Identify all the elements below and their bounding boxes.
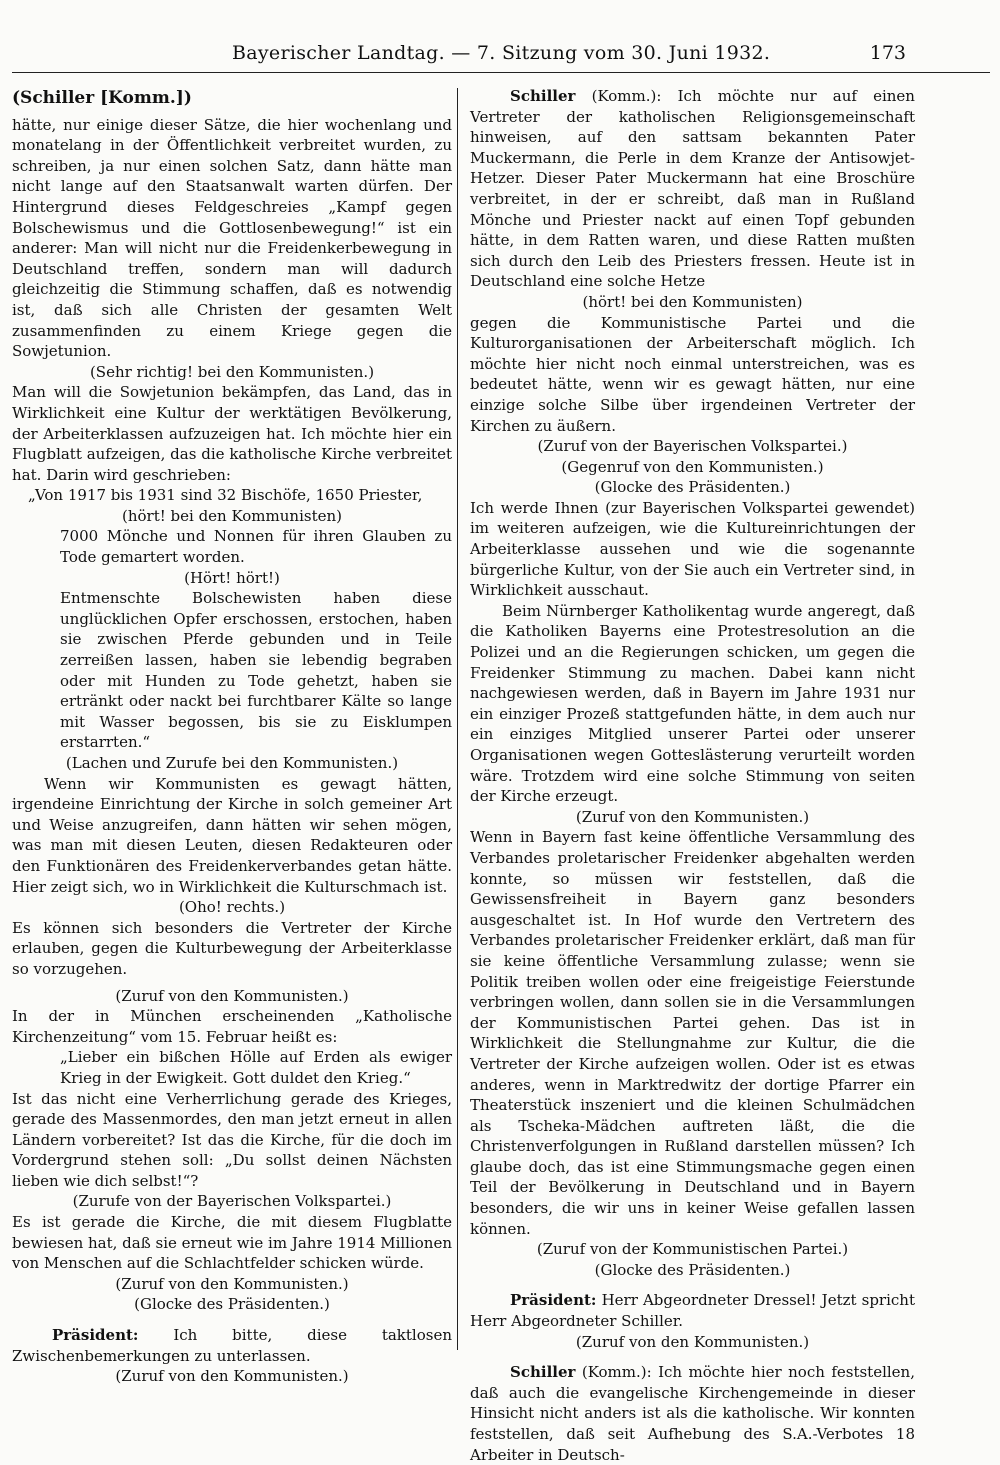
paragraph: Es ist gerade die Kirche, die mit diesem Flugblatte bewiesen hat, daß sie erneut wie im Jahre 1914 Millionen von Menschen auf die Schlachtfelder schicken würde. [12, 1213, 452, 1273]
quote: „Lieber ein bißchen Hölle auf Erden als ewiger Krieg in der Ewigkeit. Gott duldet den Krieg.“ [60, 1048, 452, 1087]
paragraph: Man will die Sowjetunion bekämpfen, das Land, das in Wirklichkeit eine Kultur der werktätigen Bevölkerung, der Arbeiterklassen aufzuzeigen hat. Ich möchte hier ein Flugblatt aufzeigen, das die katholische Kirche verbreitet hat. Darin wird geschrieben: [12, 383, 452, 484]
speaker-party: (Komm.): [581, 1363, 652, 1382]
speaker-paragraph [470, 1362, 915, 1465]
speaker-name: Präsident: [510, 1291, 597, 1310]
page-number: 173 [869, 42, 906, 64]
interjection: (Oho! rechts.) [178, 898, 286, 917]
interjection: (hört! bei den Kommunisten) [121, 506, 342, 525]
speech-text: Ich möchte nur auf einen Vertreter der katholischen Religionsgemeinschaft hinweisen, auf den sattsam bekannten Pater Muckermann, die Perle in dem Kranze der Antisowjet-Hetzer. Dieser Pater Muckermann hat eine Broschüre verbreitet, in der er schreibt, daß man in Rußland Mönche und Priester nackt auf einen Topf gebunden hätte, in dem Ratten waren, und diese Ratten mußten sich durch den Leib des Priesters fressen. Heute ist in Deutschland eine solche Hetze [470, 87, 915, 291]
running-title: Bayerischer Landtag. — 7. Sitzung vom 30. Juni 1932. [232, 42, 771, 64]
interjection: (Zuruf von den Kommunisten.) [575, 807, 810, 826]
header-rule [12, 72, 990, 73]
paragraph: In der in München erscheinenden „Katholische Kirchenzeitung“ vom 15. Februar heißt es: [12, 1007, 452, 1046]
paragraph: gegen die Kommunistische Partei und die Kulturorganisationen der Arbeiterschaft möglich. Ich möchte hier nicht noch einmal unterstreichen, was es bedeutet hätte, wenn wir es gewagt hätten, nur eine einzige solche Silbe über irgendeinen Vertreter der Kirchen zu äußern. [470, 313, 915, 435]
speaker-continuation: (Schiller [Komm.]) [12, 88, 192, 108]
paragraph: Wenn in Bayern fast keine öffentliche Versammlung des Verbandes proletarischer Freidenker abgehalten werden konnte, so müssen wir feststellen, daß die Gewissensfreiheit in Bayern ganz besonders ausgeschaltet ist. In Hof wurde den Vertretern des Verbandes proletarischer Freidenker erklärt, daß man für sie keine öffentliche Versammlung zulasse; wenn sie Politik treiben wollen oder eine freigeistige Feierstunde verbringen wollen, dann sollen sie in die Versammlungen der Kommunistischen Partei gehen. Das ist in Wirklichkeit die Stellungnahme zur Kultur, die die Vertreter der Kirche aufzeigen wollen. Oder ist es etwas anderes, wenn in Marktredwitz der dortige Pfarrer ein Theaterstück inszeniert und die kleinen Schulmädchen als Tscheka-Mädchen auftreten läßt, die die Christenverfolgungen in Rußland darstellen müssen? Ich glaube doch, das ist eine Stimmungsmache gegen einen Teil der Bevölkerung in Deutschland und in Bayern besonders, die wir uns in keiner Weise gefallen lassen können. [470, 828, 915, 1238]
interjection: (Zuruf von der Kommunistischen Partei.) [536, 1240, 849, 1259]
interjection: (Zurufe von der Bayerischen Volkspartei.) [72, 1192, 392, 1211]
interjection: (Sehr richtig! bei den Kommunisten.) [89, 362, 375, 381]
speaker-name: Schiller [510, 1363, 576, 1382]
paragraph: Ich werde Ihnen (zur Bayerischen Volkspartei gewendet) im weiteren aufzeigen, wie die Kultureinrichtungen der Arbeiterklasse aussehen und wie die sogenannte bürgerliche Kultur, von der Sie auch ein Vertreter sind, in Wirklichkeit ausschaut. [470, 498, 915, 600]
interjection: (Zuruf von den Kommunisten.) [115, 986, 349, 1005]
left-column [12, 86, 452, 1387]
interjection: (Glocke des Präsidenten.) [594, 478, 791, 497]
quote: „Von 1917 bis 1931 sind 32 Bischöfe, 1650 Priester, [28, 486, 423, 505]
speaker-paragraph [470, 1290, 915, 1331]
paragraph: Ist das nicht eine Verherrlichung gerade des Krieges, gerade des Massenmordes, den man jetzt erneut in allen Ländern vorbereitet? Ist das die Kirche, für die doch im Vordergrund stehen soll: „Du sollst deinen Nächsten lieben wie dich selbst!“? [12, 1089, 452, 1190]
speaker-party: (Komm.): [591, 87, 662, 105]
speech-text: Ich bitte, diese taktlosen Zwischenbemerkungen zu unterlassen. [12, 1326, 452, 1365]
column-divider [457, 88, 458, 1350]
paragraph: hätte, nur einige dieser Sätze, die hier wochenlang und monatelang in der Öffentlichkeit verbreitet wurden, zu schreiben, ja nur einen solchen Satz, dann hätte man nicht lange auf den Staatsanwalt warten dürfen. Der Hintergrund dieses Feldgeschreies „Kampf gegen Bolschewismus und die Gottlosenbewegung!“ ist ein anderer: Man will nicht nur die Freidenkerbewegung in Deutschland treffen, sondern man will dadurch gleichzeitig die Stimmung schaffen, daß es notwendig ist, daß sich alle Christen der gesamten Welt zusammenfinden zu einem Kriege gegen die Sowjetunion. [12, 115, 452, 361]
quote: Entmenschte Bolschewisten haben diese unglücklichen Opfer erschossen, erstochen, haben sie zwischen Pferde gebunden und in Teile zerreißen lassen, haben sie lebendig begraben oder mit Hunden zu Tode gehetzt, haben sie ertränkt oder nackt bei furchtbarer Kälte so lange mit Wasser begossen, bis sie zu Eisklumpen erstarrten.“ [60, 589, 452, 752]
interjection: (Zuruf von den Kommunisten.) [115, 1274, 349, 1293]
right-column [470, 86, 915, 1465]
interjection: (Hört! hört!) [184, 568, 280, 587]
speaker-paragraph [12, 1325, 452, 1366]
paragraph: Wenn wir Kommunisten es gewagt hätten, irgendeine Einrichtung der Kirche in solch gemeiner Art und Weise anzugreifen, dann hätten wir sehen mögen, was man mit diesen Leuten, diesen Redakteuren oder den Funktionären des Freidenkerverbandes getan hätte. Hier zeigt sich, wo in Wirklichkeit die Kulturschmach ist. [12, 774, 452, 896]
speech-text: Herr Abgeordneter Dressel! Jetzt spricht Herr Abgeordneter Schiller. [470, 1291, 915, 1331]
speech-text: Ich möchte hier noch feststellen, daß auch die evangelische Kirchengemeinde in dieser Hinsicht nicht anders ist als die katholische. Wir konnten feststellen, daß seit Aufhebung des S.A.-Verbotes 18 Arbeiter in Deutsch- [470, 1363, 915, 1464]
speaker-name: Schiller [510, 87, 576, 105]
interjection: (Zuruf von den Kommunisten.) [575, 1332, 810, 1351]
speaker-name: Präsident: [52, 1326, 139, 1345]
speaker-paragraph [470, 86, 915, 292]
interjection: (Gegenruf von den Kommunisten.) [561, 457, 824, 476]
interjection: (Zuruf von den Kommunisten.) [115, 1367, 349, 1386]
interjection: (Glocke des Präsidenten.) [594, 1260, 791, 1279]
interjection: (hört! bei den Kommunisten) [582, 292, 803, 311]
interjection: (Zuruf von der Bayerischen Volkspartei.) [537, 437, 848, 456]
page-header [0, 42, 1000, 72]
interjection: (Lachen und Zurufe bei den Kommunisten.) [65, 754, 399, 772]
paragraph: Beim Nürnberger Katholikentag wurde angeregt, daß die Katholiken Bayerns eine Protestresolution an die Polizei und an die Regierungen schicken, um gegen die Freidenker Stimmung zu machen. Dabei kann nicht nachgewiesen werden, daß in Bayern im Jahre 1931 nur ein einziger Prozeß stattgefunden hätte, in dem auch nur ein einziges Mitglied unserer Partei oder unserer Organisationen wegen Gotteslästerung verurteilt worden wäre. Trotzdem wird eine solche Stimmung von seiten der Kirche erzeugt. [470, 601, 915, 806]
paragraph: Es können sich besonders die Vertreter der Kirche erlauben, gegen die Kulturbewegung der Arbeiterklasse so vorzugehen. [12, 918, 452, 978]
interjection: (Glocke des Präsidenten.) [134, 1295, 330, 1314]
quote: 7000 Mönche und Nonnen für ihren Glauben zu Tode gemartert worden. [60, 527, 452, 567]
